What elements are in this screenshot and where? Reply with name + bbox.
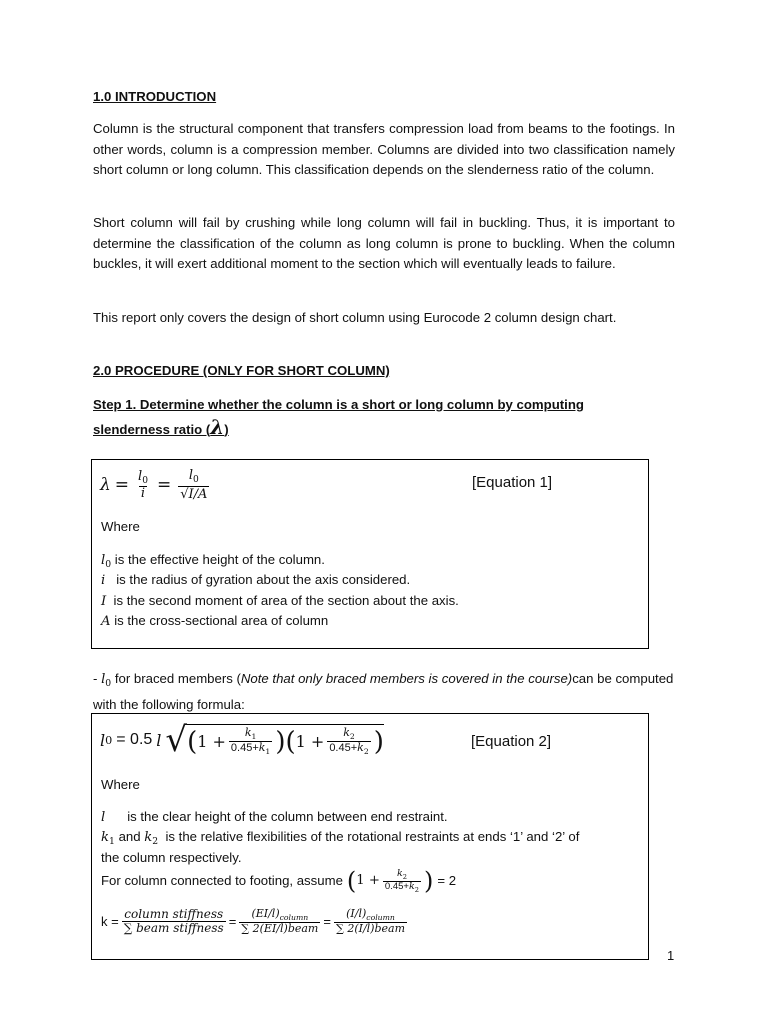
- step1-heading: Step 1. Determine whether the column is a short or long column by computing slenderness ratio (λ): [93, 397, 584, 439]
- section-heading-procedure: 2.0 PROCEDURE (ONLY FOR SHORT COLUMN): [93, 363, 390, 378]
- braced-members-note: - $l_0$ for braced members (Note that only braced members is covered in the course)can be computed with the following formula:: [93, 671, 674, 712]
- equation-1-formula: λ = $\frac{l_0}{i}$ = $\frac{l_0}{√I/A}$: [100, 468, 208, 502]
- intro-paragraph-1: Column is the structural component that transfers compression load from beams to the footings. In other words, column is a compression member. Columns are divided into two classification namely short column or long column. This classification depends on the slenderness ratio of the column.: [93, 121, 675, 177]
- def-k-cont: the column respectively.: [101, 850, 242, 865]
- def-l: l is the clear height of the column between end restraint.: [101, 809, 448, 825]
- equation-2-formula: l 0 = 0.5 l √ ( 1 + $\frac{k_1}{0.45+k_1}$ ) ( 1 + $\frac{k_2}{0.45+k_2}$ ): [100, 720, 384, 760]
- section-heading-introduction: 1.0 INTRODUCTION: [93, 89, 217, 104]
- equation-1-label: [Equation 1]: [472, 474, 553, 491]
- def-A: A is the cross-sectional area of column: [101, 613, 329, 629]
- equation-1-where: Where: [101, 519, 140, 534]
- intro-paragraph-3: This report only covers the design of short column using Eurocode 2 column design chart.: [93, 310, 617, 325]
- footing-assumption: For column connected to footing, assume ( 1 + $\frac{k_2}{0.45+k_2}$ ) = 2: [101, 867, 457, 896]
- intro-paragraph-2: Short column will fail by crushing while long column will fail in buckling. Thus, it is important to determine the classification of the column as long column is prone to buckling. When the column buckles, it will exert additional moment to the section which will eventually leads to failure.: [93, 215, 675, 271]
- k-definition-formula: k = $\frac{\text{column stiffness}}{\text{∑ beam stiffness}}$ = $\frac{(EI/l)_{column}}{\text{∑ 2(EI/l)beam}}$ = $\frac{(I/l)_{column}}{\text{∑ 2(I/l)beam}}$: [101, 907, 406, 936]
- def-I: I is the second moment of area of the section about the axis.: [101, 593, 459, 609]
- equation-2-label: [Equation 2]: [471, 733, 552, 750]
- def-k: $k_1$ and $k_2$ is the relative flexibilities of the rotational restraints at ends ‘1’ and ‘2’ of: [101, 829, 580, 847]
- equation-1-box: [91, 459, 649, 649]
- page-number: 1: [667, 948, 675, 963]
- equation-2-where: Where: [101, 777, 140, 792]
- equation-2-box: [91, 713, 649, 960]
- def-i: i is the radius of gyration about the axis considered.: [101, 572, 411, 588]
- def-l0: $l_0$ is the effective height of the column.: [101, 552, 325, 570]
